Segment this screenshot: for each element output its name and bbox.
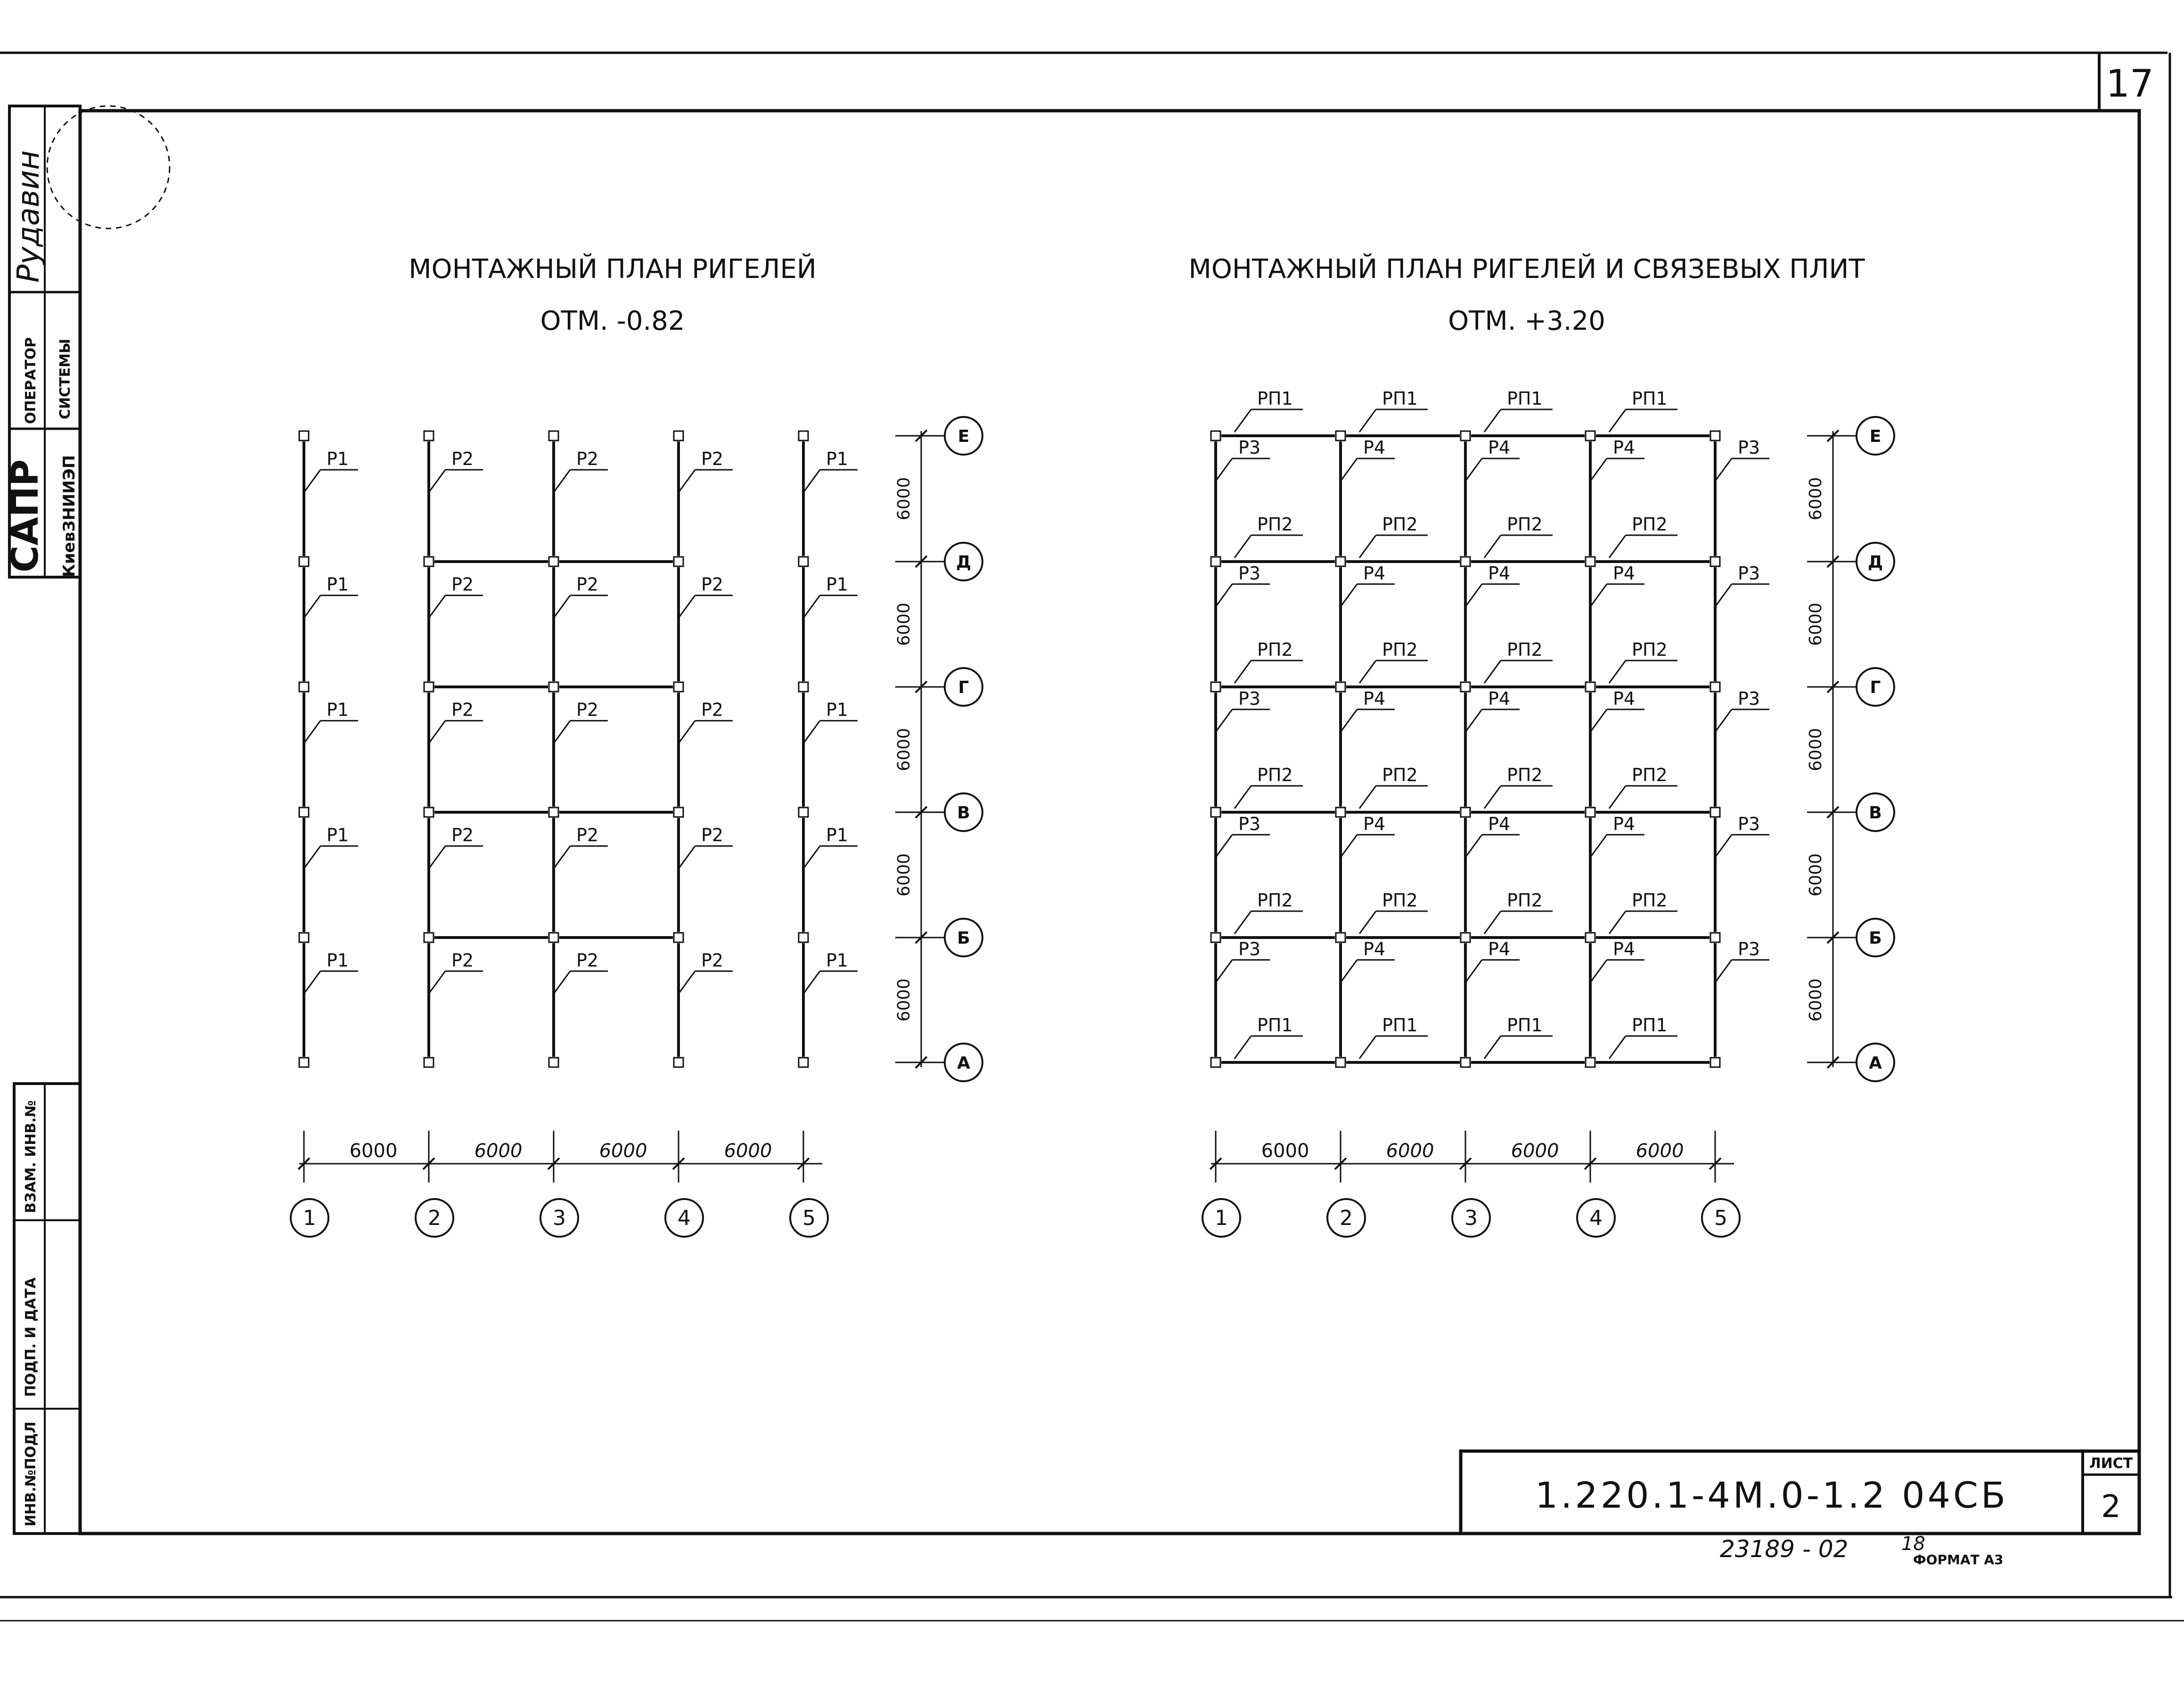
node-1-3 (424, 808, 434, 817)
column-label-2-4-leader (803, 721, 820, 743)
column-label-3-3: Р4 (1613, 813, 1636, 834)
beam-label-4-0: РП1 (1257, 1015, 1293, 1036)
node-4-5 (799, 1058, 808, 1067)
node-3-3 (1586, 808, 1595, 817)
beam-label-4-2-leader (1484, 1036, 1501, 1059)
column-label-0-1-leader (429, 470, 445, 492)
column-label-2-4-leader (1715, 710, 1732, 732)
node-2-1 (549, 557, 558, 566)
node-1-1 (424, 557, 434, 566)
node-3-3 (674, 808, 683, 817)
column-label-3-2: Р2 (576, 824, 599, 846)
axis-label-y-3: В (957, 803, 970, 823)
node-4-1 (1710, 557, 1720, 566)
bottom-dim-3: 6000 (724, 1140, 772, 1162)
column-label-2-1: Р2 (451, 699, 474, 720)
column-label-4-1-leader (429, 971, 445, 994)
node-1-5 (1336, 1058, 1345, 1067)
column-label-2-3-leader (1590, 710, 1607, 732)
column-label-4-3-leader (679, 971, 695, 994)
node-1-2 (1336, 682, 1345, 692)
sheet-value: 2 (2101, 1488, 2121, 1525)
beam-label-2-0: РП2 (1257, 765, 1293, 785)
node-3-2 (674, 682, 683, 692)
archive-number-suffix: 18 (1901, 1533, 1925, 1555)
node-3-1 (1586, 557, 1595, 566)
node-4-0 (1710, 431, 1720, 441)
top-beam-label-1-leader (1359, 409, 1376, 432)
node-2-5 (549, 1058, 558, 1067)
column-label-0-4-leader (803, 470, 820, 492)
beam-label-4-1-leader (1359, 1036, 1376, 1059)
column-label-4-2: Р4 (1488, 938, 1511, 960)
beam-label-2-1-leader (1359, 786, 1376, 808)
column-label-1-3-leader (679, 596, 695, 618)
column-label-2-2-leader (554, 721, 570, 743)
beam-label-2-1: РП2 (1382, 765, 1418, 785)
column-label-2-2: Р4 (1488, 688, 1511, 709)
column-label-3-3-leader (679, 846, 695, 869)
node-4-4 (1710, 933, 1720, 942)
side-dim-3: 6000 (894, 853, 914, 897)
top-beam-label-1: РП1 (1382, 388, 1418, 409)
beam-label-3-1: РП2 (1382, 890, 1418, 911)
column-label-0-1: Р4 (1363, 437, 1386, 458)
beam-label-3-0: РП2 (1257, 890, 1293, 911)
beam-label-4-1: РП1 (1382, 1015, 1418, 1036)
column-label-2-4: Р3 (1738, 688, 1760, 709)
column-label-1-1-leader (429, 596, 445, 618)
side-dim-1: 6000 (894, 603, 914, 646)
column-label-4-3: Р4 (1613, 938, 1636, 960)
stamp-side-label-0: ВЗАМ. ИНВ.№ (23, 1100, 39, 1213)
column-label-4-1: Р4 (1363, 938, 1386, 960)
sheet-label: ЛИСТ (2089, 1455, 2133, 1472)
sheet-number: 17 (2106, 62, 2154, 106)
axis-label-y-2: Г (1870, 678, 1881, 697)
drawing-code: 1.220.1-4М.0-1.2 04СБ (1535, 1474, 2009, 1516)
stamp-operator-2: СИСТЕМЫ (57, 338, 74, 419)
right-plan-title: МОНТАЖНЫЙ ПЛАН РИГЕЛЕЙ И СВЯЗЕВЫХ ПЛИТ (1188, 254, 1865, 285)
node-2-5 (1461, 1058, 1470, 1067)
node-3-4 (1586, 933, 1595, 942)
column-label-3-0-leader (1216, 835, 1232, 857)
node-1-1 (1336, 557, 1345, 566)
column-label-0-4-leader (1715, 458, 1732, 481)
column-label-1-1: Р2 (451, 574, 474, 595)
column-label-2-3: Р2 (701, 699, 724, 720)
stamp-org: САПР (4, 459, 47, 572)
axis-label-y-1: Д (956, 553, 972, 572)
format-label: ФОРМАТ А3 (1913, 1552, 2004, 1567)
node-2-2 (549, 682, 558, 692)
axis-label-y-5: А (957, 1053, 970, 1073)
column-label-0-3: Р4 (1613, 437, 1636, 458)
axis-label-y-1: Д (1867, 553, 1883, 572)
axis-label-y-0: Е (1869, 427, 1881, 446)
side-dim-4: 6000 (1806, 978, 1825, 1022)
beam-label-3-2-leader (1484, 911, 1501, 934)
beam-label-0-0: РП2 (1257, 514, 1293, 535)
top-beam-label-2: РП1 (1507, 388, 1543, 409)
beam-label-3-3: РП2 (1632, 890, 1668, 911)
beam-label-0-0-leader (1235, 535, 1251, 558)
column-label-0-2: Р2 (576, 449, 599, 470)
beam-label-2-3: РП2 (1632, 765, 1668, 785)
node-3-0 (1586, 431, 1595, 441)
beam-label-1-3: РП2 (1632, 639, 1668, 660)
column-label-1-2: Р2 (576, 574, 599, 595)
column-label-1-4: Р1 (826, 574, 849, 595)
node-0-0 (1211, 431, 1220, 441)
left-plan-elevation: ОТМ. -0.82 (540, 306, 685, 336)
axis-label-x-1: 2 (1340, 1206, 1353, 1230)
node-4-3 (799, 808, 808, 817)
column-label-4-3: Р2 (701, 950, 724, 971)
column-label-0-3-leader (1590, 458, 1607, 481)
column-label-4-0: Р3 (1238, 938, 1261, 960)
column-label-1-3: Р2 (701, 574, 724, 595)
node-4-5 (1710, 1058, 1720, 1067)
node-4-4 (799, 933, 808, 942)
node-0-1 (299, 557, 309, 566)
column-label-0-4: Р1 (826, 449, 849, 470)
side-dim-2: 6000 (894, 728, 914, 771)
column-label-3-3-leader (1590, 835, 1607, 857)
column-label-1-0: Р1 (327, 574, 349, 595)
axis-label-x-4: 5 (1714, 1206, 1727, 1230)
node-1-2 (424, 682, 434, 692)
node-4-1 (799, 557, 808, 566)
node-0-1 (1211, 557, 1220, 566)
column-label-4-0-leader (1216, 960, 1232, 982)
axis-label-y-4: Б (1869, 929, 1882, 948)
column-label-2-0: Р1 (327, 699, 349, 720)
beam-label-0-3-leader (1609, 535, 1626, 558)
axis-label-y-2: Г (958, 678, 969, 697)
top-beam-label-0: РП1 (1257, 388, 1293, 409)
beam-label-0-1-leader (1359, 535, 1376, 558)
node-2-4 (549, 933, 558, 942)
column-label-4-2: Р2 (576, 950, 599, 971)
node-4-2 (799, 682, 808, 692)
beam-label-1-1-leader (1359, 661, 1376, 683)
bottom-dim-3: 6000 (1636, 1140, 1684, 1162)
node-0-3 (299, 808, 309, 817)
node-0-2 (1211, 682, 1220, 692)
beam-label-2-3-leader (1609, 786, 1626, 808)
column-label-1-4-leader (803, 596, 820, 618)
beam-label-3-2: РП2 (1507, 890, 1543, 911)
column-label-2-2-leader (1465, 710, 1482, 732)
axis-label-y-5: А (1869, 1053, 1882, 1073)
column-label-0-1: Р2 (451, 449, 474, 470)
node-2-0 (1461, 431, 1470, 441)
beam-label-1-3-leader (1609, 661, 1626, 683)
column-label-3-2: Р4 (1488, 813, 1511, 834)
beam-label-3-0-leader (1235, 911, 1251, 934)
axis-label-x-4: 5 (802, 1206, 816, 1230)
column-label-3-4-leader (1715, 835, 1732, 857)
column-label-3-2-leader (554, 846, 570, 869)
column-label-4-2-leader (1465, 960, 1482, 982)
right-plan (1202, 388, 1894, 1237)
top-beam-label-3-leader (1609, 409, 1626, 432)
axis-label-x-0: 1 (1215, 1206, 1228, 1230)
side-dim-3: 6000 (1806, 853, 1825, 897)
node-0-3 (1211, 808, 1220, 817)
column-label-3-0: Р1 (327, 824, 349, 846)
beam-label-4-0-leader (1235, 1036, 1251, 1059)
left-plan-title: МОНТАЖНЫЙ ПЛАН РИГЕЛЕЙ (409, 254, 817, 285)
side-dim-0: 6000 (894, 477, 914, 521)
stamp-signature: Рудавин (11, 150, 46, 283)
column-label-1-0-leader (304, 596, 320, 618)
node-0-0 (299, 431, 309, 441)
axis-label-x-3: 4 (1589, 1206, 1603, 1230)
column-label-1-2: Р4 (1488, 563, 1511, 584)
axis-label-x-2: 3 (1464, 1206, 1478, 1230)
side-dim-1: 6000 (1806, 603, 1825, 646)
column-label-3-1-leader (1341, 835, 1357, 857)
column-label-0-3-leader (679, 470, 695, 492)
column-label-4-0: Р1 (327, 950, 349, 971)
node-3-0 (674, 431, 683, 441)
node-4-2 (1710, 682, 1720, 692)
column-label-2-2: Р2 (576, 699, 599, 720)
beam-label-0-3: РП2 (1632, 514, 1668, 535)
beam-label-2-2-leader (1484, 786, 1501, 808)
column-label-0-1-leader (1341, 458, 1357, 481)
column-label-0-0: Р3 (1238, 437, 1261, 458)
node-1-3 (1336, 808, 1345, 817)
column-label-2-0: Р3 (1238, 688, 1261, 709)
side-dim-4: 6000 (894, 978, 914, 1022)
node-0-5 (299, 1058, 309, 1067)
beam-label-1-0: РП2 (1257, 639, 1293, 660)
beam-label-0-2-leader (1484, 535, 1501, 558)
node-0-5 (1211, 1058, 1220, 1067)
node-4-3 (1710, 808, 1720, 817)
column-label-4-4: Р3 (1738, 938, 1760, 960)
axis-label-y-0: Е (957, 427, 970, 446)
column-label-4-4-leader (803, 971, 820, 994)
column-label-1-4-leader (1715, 584, 1732, 607)
bottom-dim-0: 6000 (349, 1140, 398, 1162)
column-label-1-0-leader (1216, 584, 1232, 607)
column-label-2-3: Р4 (1613, 688, 1636, 709)
beam-label-1-1: РП2 (1382, 639, 1418, 660)
beam-label-1-0-leader (1235, 661, 1251, 683)
column-label-3-1: Р4 (1363, 813, 1386, 834)
node-3-5 (674, 1058, 683, 1067)
node-1-0 (424, 431, 434, 441)
column-label-2-0-leader (1216, 710, 1232, 732)
top-beam-label-2-leader (1484, 409, 1501, 432)
column-label-1-2-leader (1465, 584, 1482, 607)
column-label-1-4: Р3 (1738, 563, 1760, 584)
beam-label-2-2: РП2 (1507, 765, 1543, 785)
node-2-3 (549, 808, 558, 817)
beam-label-2-0-leader (1235, 786, 1251, 808)
node-3-2 (1586, 682, 1595, 692)
column-label-4-4-leader (1715, 960, 1732, 982)
node-1-5 (424, 1058, 434, 1067)
column-label-0-2-leader (554, 470, 570, 492)
node-1-4 (1336, 933, 1345, 942)
archive-number: 23189 - 02 (1720, 1535, 1849, 1563)
top-beam-label-0-leader (1235, 409, 1251, 432)
beam-label-4-3: РП1 (1632, 1015, 1668, 1036)
column-label-3-0-leader (304, 846, 320, 869)
top-beam-label-3: РП1 (1632, 388, 1668, 409)
beam-label-4-3-leader (1609, 1036, 1626, 1059)
node-0-4 (1211, 933, 1220, 942)
node-4-0 (799, 431, 808, 441)
left-plan (291, 417, 982, 1237)
axis-label-y-4: Б (957, 929, 970, 948)
beam-label-3-1-leader (1359, 911, 1376, 934)
column-label-2-1: Р4 (1363, 688, 1386, 709)
node-1-0 (1336, 431, 1345, 441)
node-2-1 (1461, 557, 1470, 566)
axis-label-x-3: 4 (678, 1206, 691, 1230)
side-dim-2: 6000 (1806, 728, 1825, 771)
column-label-0-0-leader (1216, 458, 1232, 481)
column-label-3-3: Р2 (701, 824, 724, 846)
column-label-2-3-leader (679, 721, 695, 743)
node-0-2 (299, 682, 309, 692)
column-label-1-2-leader (554, 596, 570, 618)
column-label-1-1-leader (1341, 584, 1357, 607)
stamp-org-sub: КиевЗНИИЭП (60, 455, 79, 577)
column-label-0-0-leader (304, 470, 320, 492)
column-label-0-0: Р1 (327, 449, 349, 470)
column-label-3-0: Р3 (1238, 813, 1261, 834)
beam-label-1-2: РП2 (1507, 639, 1543, 660)
column-label-3-2-leader (1465, 835, 1482, 857)
bottom-dim-2: 6000 (599, 1140, 647, 1162)
stamp-operator-1: ОПЕРАТОР (23, 337, 39, 424)
bottom-dim-1: 6000 (1386, 1140, 1434, 1162)
side-dim-0: 6000 (1806, 477, 1825, 521)
column-label-1-3-leader (1590, 584, 1607, 607)
column-label-3-4: Р1 (826, 824, 849, 846)
axis-label-y-3: В (1869, 803, 1882, 823)
node-2-4 (1461, 933, 1470, 942)
node-2-3 (1461, 808, 1470, 817)
column-label-3-1-leader (429, 846, 445, 869)
column-label-4-1-leader (1341, 960, 1357, 982)
column-label-0-3: Р2 (701, 449, 724, 470)
beam-label-3-3-leader (1609, 911, 1626, 934)
node-3-4 (674, 933, 683, 942)
column-label-4-3-leader (1590, 960, 1607, 982)
beam-label-4-2: РП1 (1507, 1015, 1543, 1036)
beam-label-0-2: РП2 (1507, 514, 1543, 535)
axis-label-x-0: 1 (303, 1206, 316, 1230)
bottom-dim-0: 6000 (1261, 1140, 1309, 1162)
node-3-5 (1586, 1058, 1595, 1067)
column-label-3-4: Р3 (1738, 813, 1760, 834)
column-label-0-2-leader (1465, 458, 1482, 481)
column-label-2-1-leader (1341, 710, 1357, 732)
node-2-0 (549, 431, 558, 441)
column-label-4-4: Р1 (826, 950, 849, 971)
column-label-4-2-leader (554, 971, 570, 994)
column-label-3-1: Р2 (451, 824, 474, 846)
axis-label-x-1: 2 (428, 1206, 441, 1230)
column-label-1-1: Р4 (1363, 563, 1386, 584)
column-label-2-1-leader (429, 721, 445, 743)
column-label-0-2: Р4 (1488, 437, 1511, 458)
node-2-2 (1461, 682, 1470, 692)
bottom-dim-1: 6000 (474, 1140, 523, 1162)
right-plan-elevation: ОТМ. +3.20 (1448, 306, 1605, 336)
column-label-0-4: Р3 (1738, 437, 1760, 458)
column-label-1-3: Р4 (1613, 563, 1636, 584)
beam-label-1-2-leader (1484, 661, 1501, 683)
beam-label-0-1: РП2 (1382, 514, 1418, 535)
column-label-2-4: Р1 (826, 699, 849, 720)
column-label-4-1: Р2 (451, 950, 474, 971)
node-1-4 (424, 933, 434, 942)
node-3-1 (674, 557, 683, 566)
column-label-4-0-leader (304, 971, 320, 994)
stamp-side-label-1: ПОДП. И ДАТА (23, 1277, 39, 1397)
node-0-4 (299, 933, 309, 942)
column-label-2-0-leader (304, 721, 320, 743)
axis-label-x-2: 3 (553, 1206, 566, 1230)
column-label-1-0: Р3 (1238, 563, 1261, 584)
bottom-dim-2: 6000 (1511, 1140, 1559, 1162)
stamp-side-label-2: ИНВ.№ПОДЛ (23, 1421, 39, 1526)
column-label-3-4-leader (803, 846, 820, 869)
